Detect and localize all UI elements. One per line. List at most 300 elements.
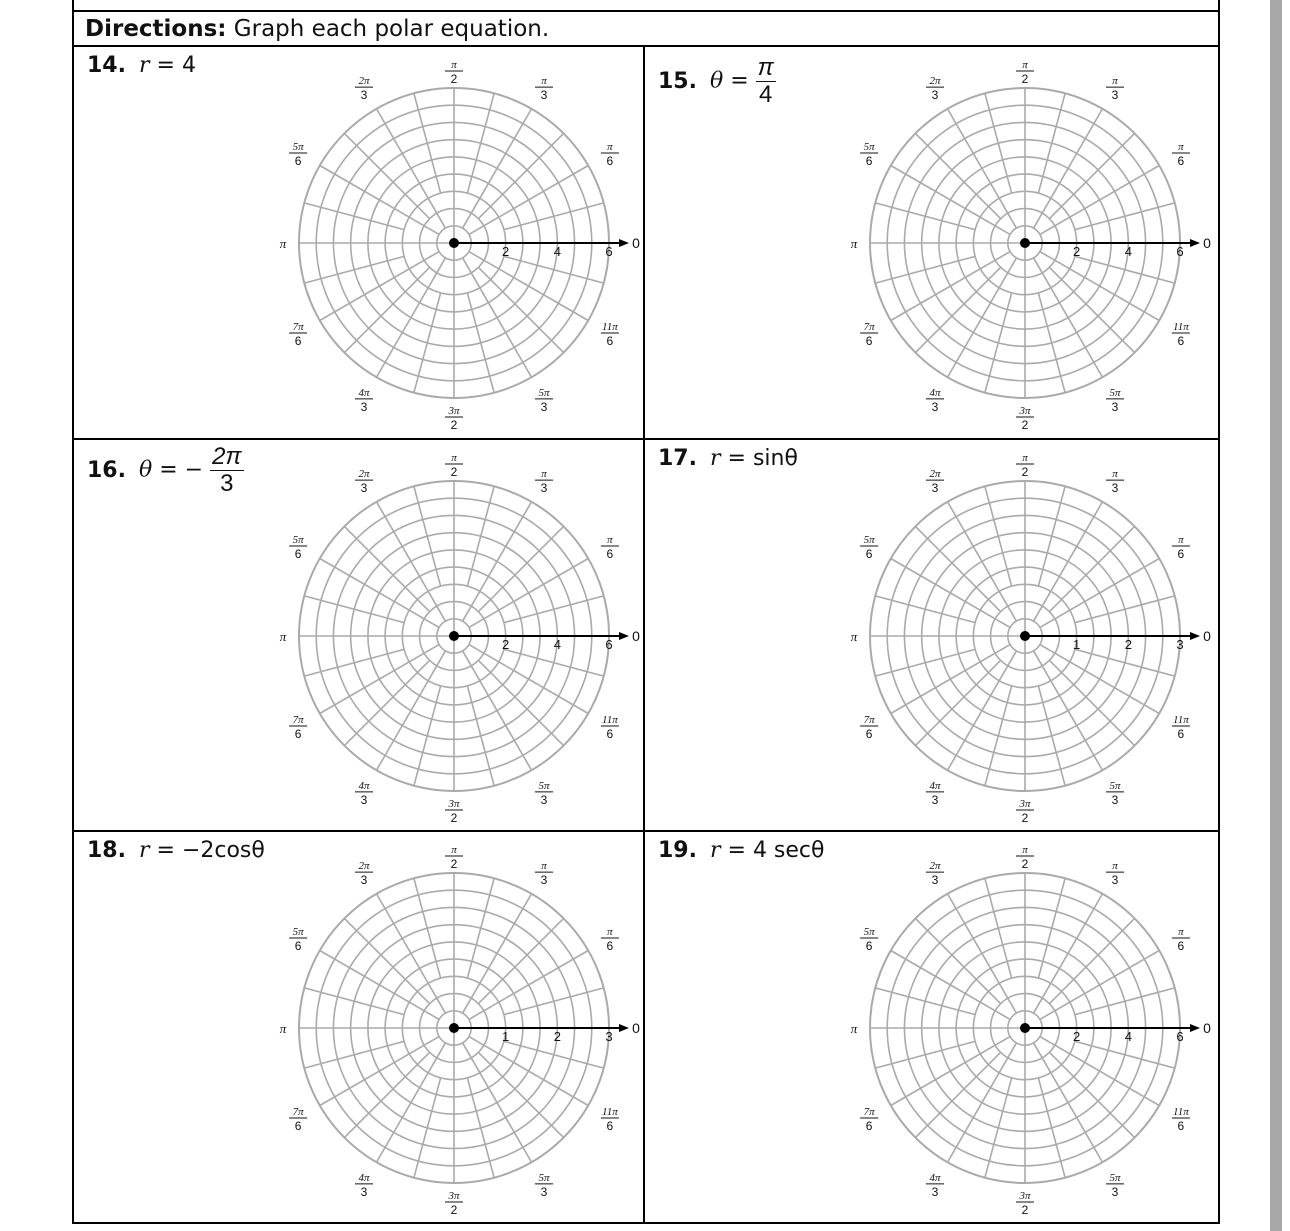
angle-label-denominator: 3: [931, 873, 939, 888]
angle-label: [355, 1172, 373, 1199]
angle-label-numerator: π: [1112, 468, 1118, 481]
radius-tick-label: 4: [553, 244, 561, 259]
radius-tick-label: 2: [553, 1029, 561, 1044]
equation-lhs: r: [138, 53, 150, 78]
angle-label-numerator: π: [541, 468, 547, 481]
radius-tick-label: 2: [1124, 637, 1132, 652]
angle-label-denominator: 6: [294, 547, 302, 561]
angle-label-denominator: 6: [1177, 939, 1185, 953]
angle-label-numerator: 7π: [863, 714, 875, 726]
angle-label-numerator: 4π: [929, 779, 941, 792]
angle-label: [860, 141, 878, 168]
angle-label-numerator: 3π: [448, 1190, 460, 1202]
angle-label-denominator: 2: [1021, 72, 1029, 86]
grid-ray: [948, 894, 1017, 1013]
axis-arrowhead: [1190, 1024, 1200, 1032]
problem-number: 14.: [87, 53, 126, 78]
angle-label-numerator: 7π: [863, 1106, 875, 1118]
angle-label-denominator: 6: [294, 939, 302, 953]
problem-14-cell: [74, 47, 646, 439]
angle-label: [1172, 714, 1190, 741]
angle-label-numerator: π: [451, 844, 457, 856]
equation-rhs: = −: [159, 457, 204, 483]
angle-label-denominator: 3: [540, 481, 548, 496]
angle-label-denominator: 6: [294, 727, 302, 741]
angle-label-denominator: 3: [931, 481, 939, 496]
problem-number: 15.: [658, 68, 697, 94]
angle-label-numerator: 5π: [863, 141, 875, 153]
problem-18-cell: [74, 832, 646, 1224]
angle-label-text: π: [850, 1021, 858, 1036]
angle-label-denominator: 3: [540, 399, 548, 414]
grid-ray: [1034, 1043, 1103, 1162]
radius-tick-label: 3: [605, 1029, 613, 1044]
angle-label: [1016, 1190, 1034, 1217]
angle-label-numerator: 5π: [538, 386, 550, 399]
angle-label-text: π: [279, 1021, 287, 1036]
angle-label-denominator: 3: [540, 873, 548, 888]
angle-label: [1106, 75, 1124, 102]
angle-label: [601, 714, 619, 741]
radius-tick-label: 2: [1073, 244, 1081, 259]
grid-ray: [320, 1037, 439, 1106]
polar-grid[interactable]: [840, 49, 1220, 439]
angle-label-denominator: 3: [360, 481, 368, 496]
fraction-numerator: π: [757, 54, 774, 81]
equation-rhs: = sinθ: [727, 446, 798, 471]
angle-label: [289, 141, 307, 168]
angle-label-denominator: 6: [865, 154, 873, 168]
angle-label: [851, 236, 858, 251]
angle-label: [535, 468, 553, 495]
grid-ray: [377, 109, 446, 228]
problem-17-cell: [645, 440, 1217, 832]
angle-label: [1106, 468, 1124, 495]
angle-label-numerator: 3π: [1019, 798, 1031, 810]
angle-label-text: 0: [632, 628, 640, 644]
angle-label-denominator: 6: [606, 154, 614, 168]
problem-19-cell: [645, 832, 1217, 1224]
angle-label: [289, 321, 307, 348]
directions-text: Graph each polar equation.: [226, 16, 550, 42]
grid-ray: [891, 166, 1010, 235]
angle-label-numerator: 2π: [929, 468, 941, 481]
grid-ray: [1040, 951, 1159, 1020]
grid-ray: [463, 109, 532, 228]
radius-tick-label: 2: [502, 637, 510, 652]
angle-label: [860, 714, 878, 741]
angle-label-text: 0: [1203, 1020, 1211, 1036]
angle-label: [280, 236, 287, 251]
angle-label-denominator: 3: [360, 1184, 368, 1199]
angle-label: [1106, 780, 1124, 807]
angle-label: [860, 926, 878, 953]
radius-tick-label: 2: [502, 244, 510, 259]
angle-label-numerator: 4π: [929, 1171, 941, 1184]
angle-label-denominator: 2: [450, 1203, 458, 1217]
directions-label: Directions:: [85, 16, 227, 42]
angle-label: [445, 452, 463, 479]
angle-label-numerator: 5π: [292, 141, 304, 153]
angle-label-numerator: π: [607, 141, 613, 153]
radius-tick-label: 6: [605, 637, 613, 652]
problem-17-statement: [658, 446, 798, 471]
angle-label-numerator: 5π: [1109, 1171, 1121, 1184]
angle-label-numerator: 7π: [292, 1106, 304, 1118]
angle-label: [280, 629, 287, 644]
angle-label: [289, 926, 307, 953]
angle-label-numerator: 11π: [1173, 714, 1189, 726]
angle-label: [1106, 1172, 1124, 1199]
grid-ray: [469, 252, 588, 321]
worksheet: [72, 0, 1218, 1224]
angle-label-numerator: π: [1022, 452, 1028, 464]
angle-label-numerator: 7π: [292, 714, 304, 726]
grid-ray: [1040, 252, 1159, 321]
angle-label-denominator: 3: [931, 88, 939, 103]
angle-label-numerator: 5π: [1109, 386, 1121, 399]
angle-label: [1203, 1020, 1211, 1036]
angle-label-denominator: 6: [606, 727, 614, 741]
angle-label: [601, 534, 619, 561]
angle-label: [445, 59, 463, 86]
angle-label: [926, 75, 944, 102]
angle-label-denominator: 3: [931, 1184, 939, 1199]
axis-arrowhead: [1190, 239, 1200, 247]
angle-label: [632, 1020, 640, 1036]
angle-label-numerator: 5π: [292, 534, 304, 546]
angle-label: [1203, 628, 1211, 644]
angle-label-denominator: 6: [606, 939, 614, 953]
angle-label: [535, 860, 553, 887]
equation-fraction: [756, 55, 776, 108]
angle-label-numerator: 5π: [1109, 779, 1121, 792]
angle-label-denominator: 6: [606, 1119, 614, 1133]
angle-label-numerator: 7π: [863, 321, 875, 333]
grid-ray: [377, 894, 446, 1013]
angle-label: [926, 860, 944, 887]
angle-label: [535, 1172, 553, 1199]
angle-label-denominator: 6: [294, 1119, 302, 1133]
angle-label: [601, 1106, 619, 1133]
angle-label: [926, 387, 944, 414]
angle-label-numerator: 5π: [863, 926, 875, 938]
problem-15-cell: [645, 47, 1217, 439]
radius-tick-label: 4: [1124, 1029, 1132, 1044]
angle-label-denominator: 6: [1177, 727, 1185, 741]
angle-label: [1016, 798, 1034, 825]
problem-15-statement: [658, 55, 776, 108]
angle-label-numerator: 2π: [929, 75, 941, 88]
angle-label-denominator: 6: [1177, 334, 1185, 348]
polar-grid[interactable]: [269, 834, 649, 1224]
grid-ray: [1034, 109, 1103, 228]
angle-label-denominator: 6: [606, 334, 614, 348]
angle-label: [926, 780, 944, 807]
angle-label: [1016, 405, 1034, 432]
angle-label: [289, 714, 307, 741]
angle-label: [601, 141, 619, 168]
angle-label: [632, 628, 640, 644]
angle-label-text: π: [279, 236, 287, 251]
angle-label-denominator: 3: [1111, 481, 1119, 496]
angle-label-denominator: 2: [1021, 465, 1029, 479]
angle-label-numerator: π: [607, 926, 613, 938]
pole-dot: [449, 631, 459, 641]
angle-label-numerator: 5π: [538, 1171, 550, 1184]
angle-label: [445, 844, 463, 871]
angle-label-text: 0: [1203, 235, 1211, 251]
angle-label: [860, 534, 878, 561]
polar-grid[interactable]: [269, 442, 649, 832]
angle-label: [280, 1021, 287, 1036]
angle-label-denominator: 3: [931, 399, 939, 414]
angle-label-numerator: 3π: [448, 405, 460, 417]
angle-label-denominator: 6: [865, 547, 873, 561]
grid-ray: [1034, 258, 1103, 377]
angle-label-denominator: 3: [360, 792, 368, 807]
angle-label-text: 0: [1203, 628, 1211, 644]
angle-label-numerator: 11π: [1173, 321, 1189, 333]
grid-ray: [463, 651, 532, 770]
grid-ray: [377, 651, 446, 770]
angle-label-denominator: 6: [1177, 547, 1185, 561]
angle-label-text: π: [850, 629, 858, 644]
angle-label-numerator: 2π: [358, 468, 370, 481]
fraction-numerator: 2π: [212, 443, 242, 470]
angle-label: [445, 405, 463, 432]
angle-label: [1172, 321, 1190, 348]
angle-label-numerator: 2π: [358, 75, 370, 88]
axis-arrowhead: [619, 1024, 629, 1032]
angle-label-denominator: 6: [294, 154, 302, 168]
angle-label-denominator: 6: [1177, 154, 1185, 168]
grid-ray: [463, 258, 532, 377]
angle-label-denominator: 2: [450, 811, 458, 825]
angle-label: [1172, 926, 1190, 953]
angle-label: [445, 1190, 463, 1217]
angle-label: [535, 780, 553, 807]
grid-ray: [1040, 645, 1159, 714]
angle-label-numerator: π: [541, 860, 547, 873]
grid-ray: [891, 559, 1010, 628]
angle-label: [1106, 860, 1124, 887]
grid-ray: [463, 502, 532, 621]
fraction-denominator: 4: [759, 81, 773, 108]
grid-ray: [891, 951, 1010, 1020]
angle-label-numerator: 5π: [863, 534, 875, 546]
axis-arrowhead: [619, 632, 629, 640]
angle-label: [289, 534, 307, 561]
angle-label-numerator: 5π: [292, 926, 304, 938]
scrollbar-strip: [1270, 0, 1282, 1231]
grid-ray: [320, 252, 439, 321]
problem-number: 17.: [658, 446, 697, 471]
angle-label-denominator: 3: [1111, 792, 1119, 807]
angle-label-numerator: π: [451, 452, 457, 464]
angle-label: [601, 321, 619, 348]
problem-14-statement: [87, 53, 196, 78]
grid-ray: [377, 502, 446, 621]
pole-dot: [449, 1023, 459, 1033]
fraction-denominator: 3: [220, 470, 234, 497]
angle-label-numerator: 11π: [602, 1106, 618, 1118]
grid-ray: [463, 1043, 532, 1162]
angle-label: [535, 387, 553, 414]
angle-label: [1016, 844, 1034, 871]
angle-label-denominator: 3: [931, 792, 939, 807]
equation-rhs: = −2cosθ: [156, 838, 265, 863]
angle-label: [851, 1021, 858, 1036]
angle-label-denominator: 2: [450, 465, 458, 479]
grid-ray: [377, 1043, 446, 1162]
angle-label-numerator: π: [1022, 844, 1028, 856]
polar-grid[interactable]: [840, 442, 1220, 832]
grid-ray: [891, 1037, 1010, 1106]
angle-label-denominator: 3: [1111, 399, 1119, 414]
angle-label-denominator: 3: [1111, 1184, 1119, 1199]
angle-label-numerator: 7π: [292, 321, 304, 333]
pole-dot: [1020, 631, 1030, 641]
angle-label: [1172, 1106, 1190, 1133]
grid-ray: [469, 645, 588, 714]
angle-label-denominator: 3: [1111, 873, 1119, 888]
equation-lhs: θ: [709, 68, 724, 94]
radius-tick-label: 1: [502, 1029, 510, 1044]
radius-tick-label: 4: [553, 637, 561, 652]
angle-label-numerator: 4π: [358, 779, 370, 792]
angle-label: [926, 468, 944, 495]
radius-tick-label: 6: [1176, 244, 1184, 259]
angle-label-numerator: 3π: [1019, 405, 1031, 417]
grid-ray: [320, 645, 439, 714]
equation-lhs: r: [138, 838, 150, 863]
angle-label-denominator: 3: [540, 792, 548, 807]
angle-label: [355, 468, 373, 495]
angle-label-denominator: 2: [450, 72, 458, 86]
angle-label-denominator: 6: [294, 334, 302, 348]
angle-label: [926, 1172, 944, 1199]
angle-label-numerator: π: [1112, 860, 1118, 873]
radius-tick-label: 3: [1176, 637, 1184, 652]
angle-label-numerator: 4π: [358, 386, 370, 399]
pole-dot: [1020, 238, 1030, 248]
angle-label-denominator: 3: [540, 88, 548, 103]
angle-label: [632, 235, 640, 251]
equation-rhs: =: [730, 68, 749, 94]
angle-label-denominator: 6: [865, 1119, 873, 1133]
grid-ray: [948, 1043, 1017, 1162]
polar-grid[interactable]: [269, 49, 649, 439]
axis-arrowhead: [1190, 632, 1200, 640]
equation-lhs: r: [709, 446, 721, 471]
problem-number: 19.: [658, 838, 697, 863]
angle-label: [860, 1106, 878, 1133]
angle-label-denominator: 3: [540, 1184, 548, 1199]
problem-number: 18.: [87, 838, 126, 863]
angle-label: [1106, 387, 1124, 414]
angle-label-denominator: 2: [1021, 418, 1029, 432]
radius-tick-label: 1: [1073, 637, 1081, 652]
angle-label-text: 0: [632, 1020, 640, 1036]
equation-lhs: r: [709, 838, 721, 863]
angle-label: [1016, 452, 1034, 479]
grid-ray: [469, 1037, 588, 1106]
grid-ray: [1040, 1037, 1159, 1106]
radius-tick-label: 6: [1176, 1029, 1184, 1044]
angle-label-denominator: 6: [865, 334, 873, 348]
polar-grid[interactable]: [840, 834, 1220, 1224]
problem-19-statement: [658, 838, 825, 863]
problem-number: 16.: [87, 457, 126, 483]
angle-label-text: π: [850, 236, 858, 251]
angle-label-numerator: 11π: [602, 714, 618, 726]
angle-label: [601, 926, 619, 953]
grid-ray: [948, 651, 1017, 770]
equation-lhs: θ: [138, 457, 153, 483]
grid-ray: [948, 258, 1017, 377]
angle-label: [535, 75, 553, 102]
angle-label-denominator: 6: [865, 939, 873, 953]
angle-label: [1016, 59, 1034, 86]
grid-ray: [320, 559, 439, 628]
angle-label: [355, 860, 373, 887]
grid-ray: [469, 951, 588, 1020]
angle-label: [1172, 534, 1190, 561]
angle-label: [1172, 141, 1190, 168]
angle-label-denominator: 6: [1177, 1119, 1185, 1133]
grid-ray: [891, 645, 1010, 714]
angle-label-numerator: 2π: [929, 860, 941, 873]
angle-label-numerator: π: [1112, 75, 1118, 88]
problem-18-statement: [87, 838, 265, 863]
grid-ray: [1040, 559, 1159, 628]
angle-label-numerator: 4π: [358, 1171, 370, 1184]
angle-label-denominator: 6: [606, 547, 614, 561]
problem-16-cell: [74, 440, 646, 832]
radius-tick-label: 4: [1124, 244, 1132, 259]
angle-label-numerator: π: [1178, 534, 1184, 546]
angle-label-numerator: 3π: [448, 798, 460, 810]
pole-dot: [1020, 1023, 1030, 1033]
equation-rhs: = 4 secθ: [727, 838, 825, 863]
grid-ray: [948, 109, 1017, 228]
angle-label: [289, 1106, 307, 1133]
grid-ray: [948, 502, 1017, 621]
angle-label-numerator: 3π: [1019, 1190, 1031, 1202]
angle-label-denominator: 6: [865, 727, 873, 741]
angle-label-numerator: 2π: [358, 860, 370, 873]
angle-label: [1203, 235, 1211, 251]
problem-16-statement: [87, 444, 244, 497]
grid-ray: [1034, 651, 1103, 770]
grid-ray: [320, 166, 439, 235]
angle-label-denominator: 3: [360, 873, 368, 888]
grid-ray: [469, 166, 588, 235]
angle-label-numerator: π: [451, 59, 457, 71]
angle-label-text: π: [279, 629, 287, 644]
angle-label-numerator: π: [541, 75, 547, 88]
angle-label-numerator: π: [1178, 926, 1184, 938]
grid-ray: [1040, 166, 1159, 235]
radius-tick-label: 6: [605, 244, 613, 259]
angle-label-denominator: 2: [1021, 857, 1029, 871]
angle-label: [445, 798, 463, 825]
angle-label-text: 0: [632, 235, 640, 251]
grid-ray: [469, 559, 588, 628]
grid-ray: [891, 252, 1010, 321]
angle-label: [355, 387, 373, 414]
